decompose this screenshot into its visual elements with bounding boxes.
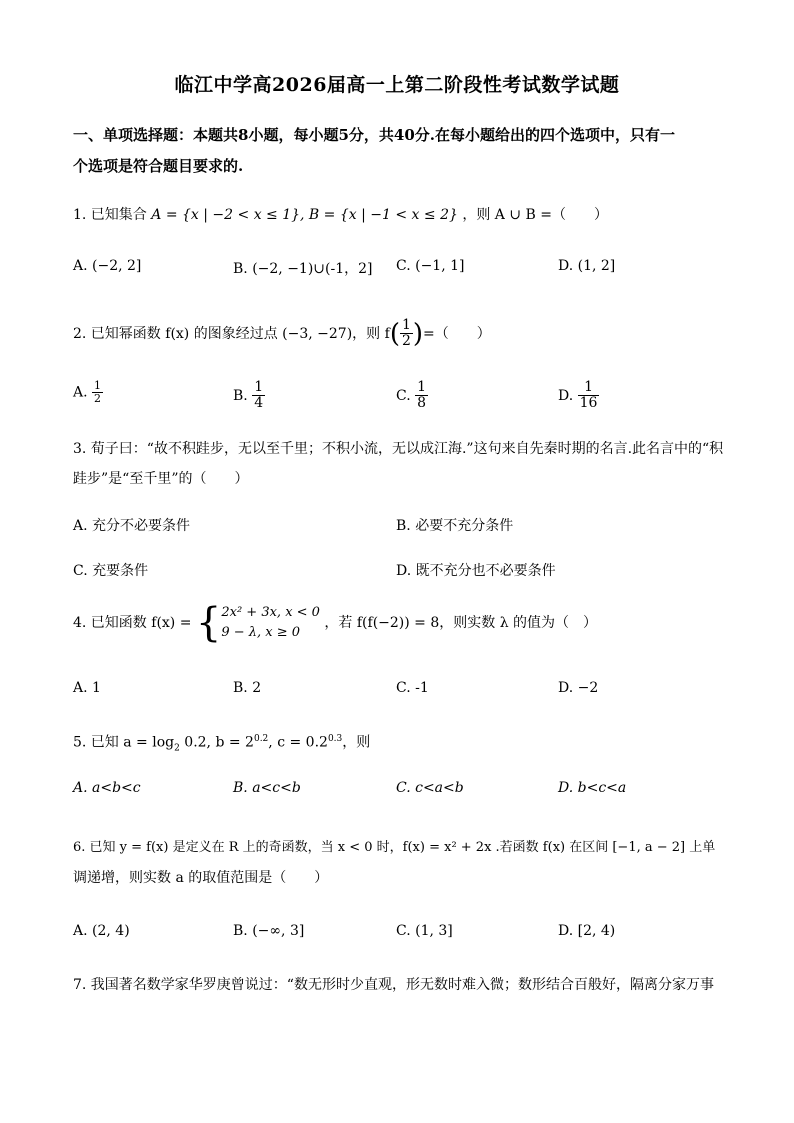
q5-option-d[interactable]: D. b<c<a <box>558 780 627 796</box>
q3-option-b[interactable]: B. 必要不充分条件 <box>396 518 514 534</box>
q5-log-base: 2 <box>174 743 180 754</box>
q6-option-b[interactable]: B. (−∞, 3] <box>233 923 305 939</box>
question-6 <box>73 833 733 893</box>
question-1 <box>73 200 733 230</box>
q2-option-c[interactable] <box>396 380 428 412</box>
q6-option-c[interactable]: C. (1, 3] <box>396 923 453 939</box>
q5-exp-1: 0.2 <box>253 734 269 744</box>
q6-line-2: 调递增，则实数 a 的取值范围是（ ） <box>73 870 329 886</box>
q1-option-b[interactable]: B. (−2, −1)∪(-1，2] <box>233 261 373 277</box>
q5-exp-2: 0.3 <box>327 734 343 744</box>
q4-piecewise <box>195 600 320 646</box>
q2-frac-num: 1 <box>401 317 411 333</box>
q5-mid-1: 0.2, b = 2 <box>179 734 254 751</box>
q3-option-c[interactable]: C. 充要条件 <box>73 563 149 579</box>
question-7 <box>73 970 733 1000</box>
q4-cases <box>221 603 320 643</box>
question-5 <box>73 724 733 763</box>
q2-a-num: 1 <box>94 379 102 392</box>
q1-prefix: 1. 已知集合 <box>73 207 147 223</box>
q1-option-d[interactable]: D. (1, 2] <box>558 258 616 274</box>
q5-option-c[interactable]: C. c<a<b <box>396 780 464 796</box>
q2-option-b-label: B. <box>233 387 248 404</box>
q5-option-a[interactable]: A. a<b<c <box>73 780 141 796</box>
brace-symbol: { <box>195 600 222 646</box>
q2-c-den: 8 <box>417 395 427 412</box>
q6-option-a[interactable]: A. (2, 4) <box>73 923 130 939</box>
q2-option-b[interactable] <box>233 380 265 412</box>
q5-mid-2: , c = 0.2 <box>268 734 328 751</box>
q2-option-c-frac <box>415 380 428 412</box>
q4-case-2: 9 − λ, x ≥ 0 <box>221 625 301 640</box>
q1-suffix: ，则 A ∪ B =（ ） <box>462 207 609 223</box>
q3-option-d[interactable]: D. 既不充分也不必要条件 <box>396 563 556 579</box>
q2-b-num: 1 <box>254 379 264 395</box>
q2-option-c-label: C. <box>396 387 411 404</box>
q3-line-1: 3. 荀子曰：“故不积跬步，无以至千里；不积小流，无以成江海.”这句来自先秦时期的名言.此名言中的“积 <box>73 441 724 457</box>
question-4 <box>73 600 733 646</box>
q2-option-d-frac <box>578 380 600 412</box>
q2-option-a[interactable] <box>73 380 103 405</box>
q2-frac-den: 2 <box>401 333 411 350</box>
q2-option-d-label: D. <box>558 387 574 404</box>
q1-sets: A = {x | −2 < x ≤ 1}, B = {x | −1 < x ≤ 2} <box>151 207 458 223</box>
q4-option-d[interactable]: D. −2 <box>558 680 599 696</box>
q2-a-den: 2 <box>94 392 102 406</box>
q2-b-den: 4 <box>254 395 264 412</box>
q2-fraction <box>400 318 413 350</box>
section-line-2: 个选项是符合题目要求的. <box>73 157 244 175</box>
q6-option-d[interactable]: D. [2, 4) <box>558 923 616 939</box>
q6-line-1: 6. 已知 y = f(x) 是定义在 R 上的奇函数，当 x < 0 时，f(x) = x² + 2x .若函数 f(x) 在区间 [−1, a − 2] 上单 <box>73 840 716 855</box>
left-paren: ( <box>389 318 400 349</box>
q2-option-a-frac <box>92 380 103 405</box>
q4-suffix: ，若 f(f(−2)) = 8，则实数 λ 的值为（ ） <box>324 615 598 631</box>
q2-d-den: 16 <box>579 395 598 412</box>
q2-d-num: 1 <box>584 379 594 395</box>
question-2 <box>73 318 733 350</box>
q2-option-b-frac <box>252 380 265 412</box>
question-3 <box>73 434 733 494</box>
q5-suffix: ，则 <box>342 734 371 751</box>
q4-prefix: 4. 已知函数 f(x) = <box>73 615 192 631</box>
page-title: 临江中学高2026届高一上第二阶段性考试数学试题 <box>174 74 620 96</box>
q2-suffix: =（ ） <box>423 325 491 342</box>
q2-option-a-label: A. <box>73 384 88 401</box>
q2-c-num: 1 <box>417 379 427 395</box>
right-paren: ) <box>412 318 424 349</box>
q3-option-a[interactable]: A. 充分不必要条件 <box>73 518 191 534</box>
q4-option-b[interactable]: B. 2 <box>233 680 262 696</box>
q1-option-c[interactable]: C. (−1, 1] <box>396 258 465 274</box>
q4-option-a[interactable]: A. 1 <box>73 680 101 696</box>
q1-option-a[interactable]: A. (−2, 2] <box>73 258 142 274</box>
section-heading <box>73 120 733 182</box>
q3-line-2: 跬步”是“至千里”的（ ） <box>73 471 249 487</box>
q2-option-d[interactable] <box>558 380 599 412</box>
q4-case-1: 2x² + 3x, x < 0 <box>221 605 320 620</box>
q5-option-b[interactable]: B. a<c<b <box>233 780 301 796</box>
section-line-1: 一、单项选择题：本题共8小题，每小题5分，共40分.在每小题给出的四个选项中，只有一 <box>73 126 675 144</box>
q5-prefix: 5. 已知 a = log <box>73 734 175 751</box>
q4-option-c[interactable]: C. -1 <box>396 680 429 696</box>
q7-line-1: 7. 我国著名数学家华罗庚曾说过：“数无形时少直观，形无数时难入微；数形结合百般好，隔离分家万事 <box>73 977 714 993</box>
q2-text: 2. 已知幂函数 f(x) 的图象经过点 (−3, −27)，则 f <box>73 325 390 342</box>
